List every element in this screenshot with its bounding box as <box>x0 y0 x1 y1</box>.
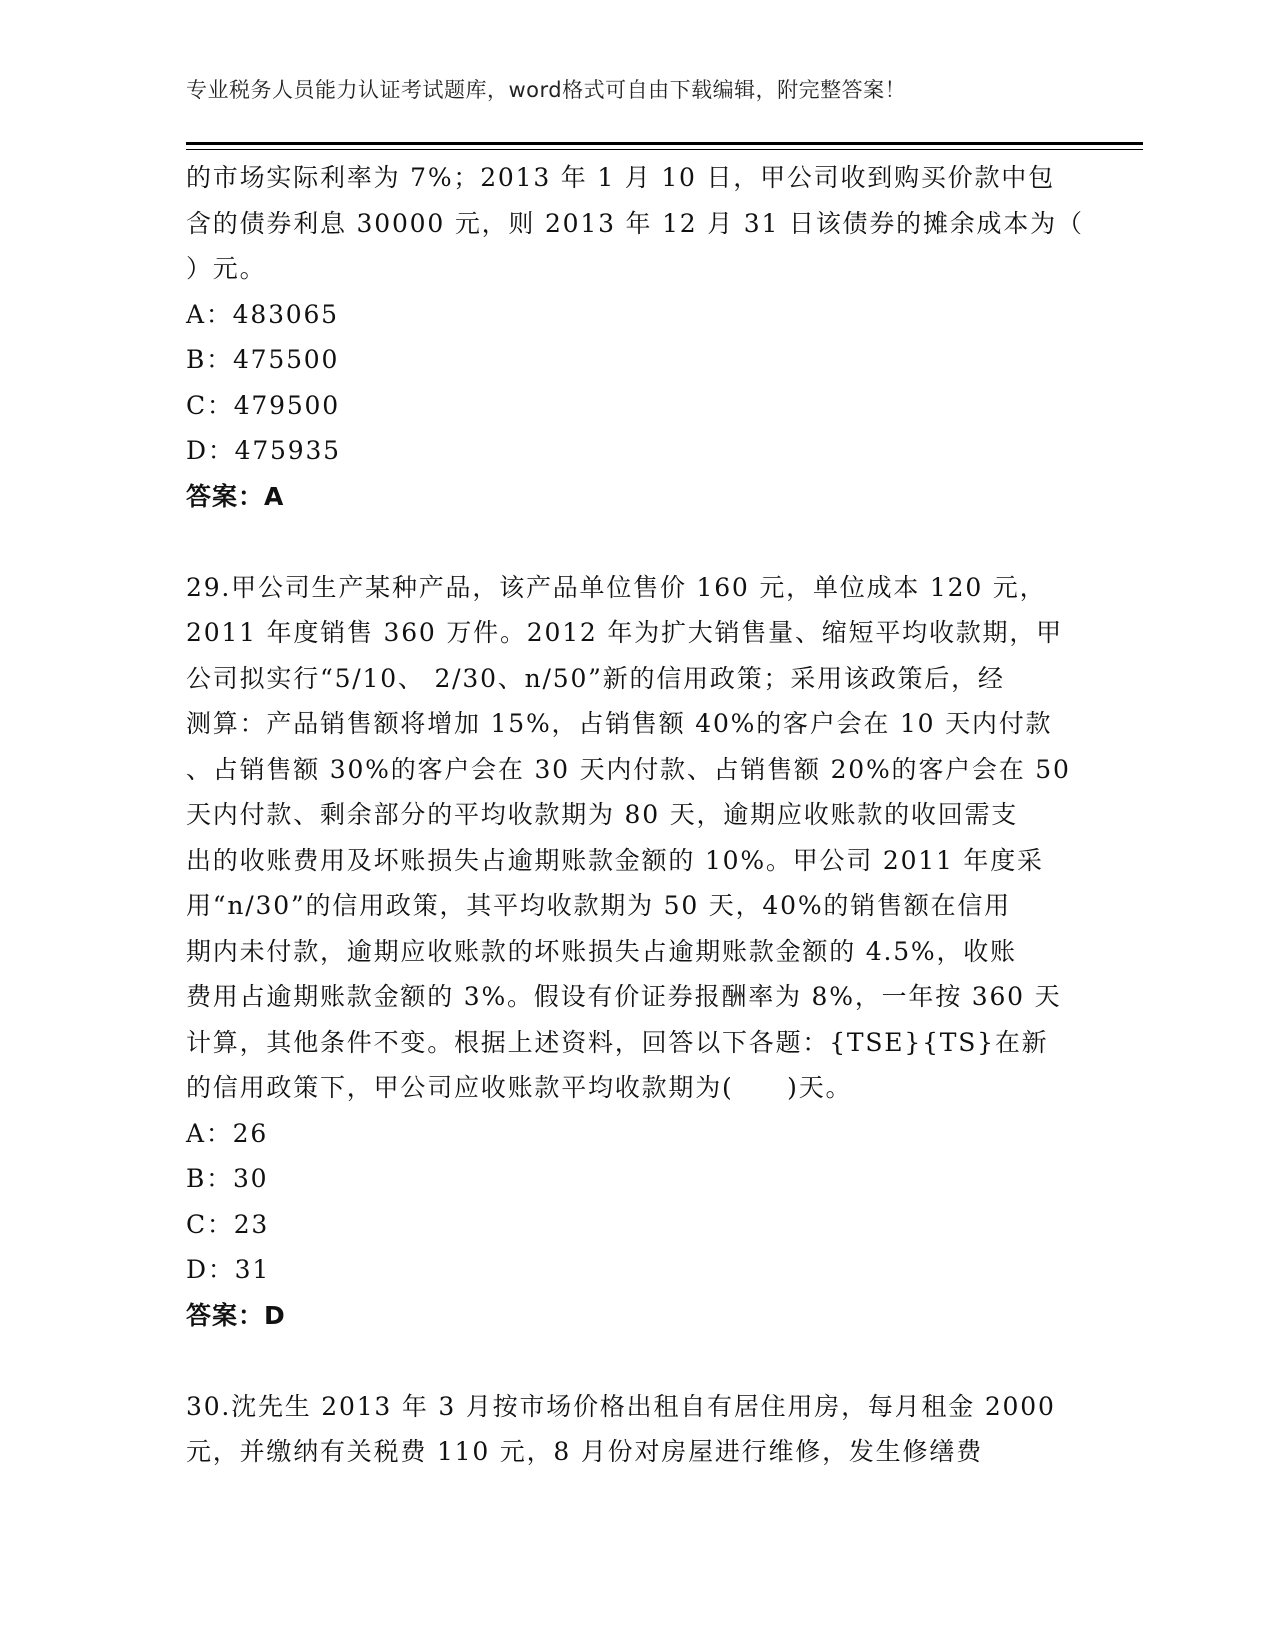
question-text-line: 2011 年度销售 360 万件。2012 年为扩大销售量、缩短平均收款期，甲 <box>186 618 1063 647</box>
option-d: D：475935 <box>186 436 341 465</box>
question-text-line: 的信用政策下，甲公司应收账款平均收款期为( )天。 <box>186 1073 853 1102</box>
question-text-line: 费用占逾期账款金额的 3%。假设有价证券报酬率为 8%，一年按 360 天 <box>186 982 1062 1011</box>
question-text-line: 元，并缴纳有关税费 110 元，8 月份对房屋进行维修，发生修缮费 <box>186 1437 983 1466</box>
question-text-line: 30.沈先生 2013 年 3 月按市场价格出租自有居住用房，每月租金 2000 <box>186 1391 1056 1421</box>
question-text-line: 公司拟实行“5/10、 2/30、n/50”新的信用政策；采用该政策后，经 <box>186 663 1005 693</box>
question-30 <box>186 1384 1066 1475</box>
option-d: D：31 <box>186 1255 271 1284</box>
question-text-line: 测算：产品销售额将增加 15%，占销售额 40%的客户会在 10 天内付款 <box>186 709 1053 738</box>
question-text-line: 出的收账费用及坏账损失占逾期账款金额的 10%。甲公司 2011 年度采 <box>186 845 1044 875</box>
spacer <box>186 519 1066 565</box>
question-28 <box>186 155 1084 519</box>
option-b: B：30 <box>186 1164 269 1193</box>
answer-label: 答案：A <box>186 481 285 511</box>
option-c: C：479500 <box>186 390 340 420</box>
document-body <box>186 155 1084 1475</box>
header-rule-thick <box>186 142 1143 145</box>
option-b: B：475500 <box>186 345 340 374</box>
question-text-line: 含的债券利息 30000 元，则 2013 年 12 月 31 日该债券的摊余成本为（ <box>186 208 1084 238</box>
question-text-line: 期内未付款，逾期应收账款的坏账损失占逾期账款金额的 4.5%，收账 <box>186 936 1017 966</box>
answer-label: 答案：D <box>186 1300 286 1330</box>
option-c: C：23 <box>186 1209 270 1239</box>
question-29 <box>186 565 1071 1339</box>
page-header: 专业税务人员能力认证考试题库，word格式可自由下载编辑，附完整答案！ <box>186 78 907 102</box>
option-a: A：483065 <box>186 299 339 329</box>
question-text-line: ）元。 <box>186 254 267 283</box>
question-text-line: 的市场实际利率为 7%；2013 年 1 月 10 日，甲公司收到购买价款中包 <box>186 163 1055 192</box>
question-text-line: 天内付款、剩余部分的平均收款期为 80 天，逾期应收账款的收回需支 <box>186 800 1019 829</box>
question-text-line: 用“n/30”的信用政策，其平均收款期为 50 天，40%的销售额在信用 <box>186 891 1011 920</box>
option-a: A：26 <box>186 1118 269 1148</box>
question-text-line: 、占销售额 30%的客户会在 30 天内付款、占销售额 20%的客户会在 50 <box>186 754 1071 784</box>
question-text-line: 29.甲公司生产某种产品，该产品单位售价 160 元，单位成本 120 元， <box>186 572 1047 602</box>
header-rule-thin <box>186 149 1143 150</box>
question-text-line: 计算，其他条件不变。根据上述资料，回答以下各题：{TSE}{TS}在新 <box>186 1027 1049 1057</box>
spacer <box>186 1338 1066 1384</box>
